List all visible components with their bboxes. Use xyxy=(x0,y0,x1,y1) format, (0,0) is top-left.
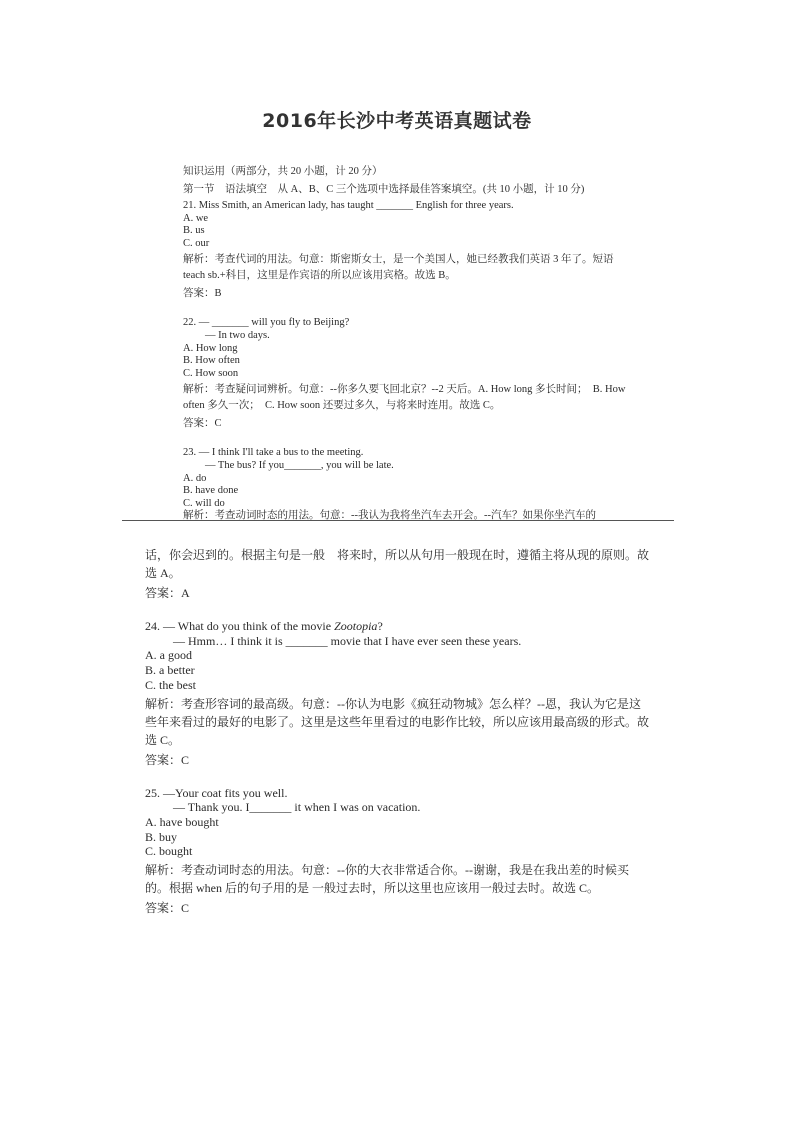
page-bottom-section xyxy=(145,544,650,919)
question-25 xyxy=(145,786,650,918)
question-analysis: 解析：考查形容词的最高级。句意：--你认为电影《疯狂动物城》怎么样？--恩，我认为它是这些年来看过的最好的电影了。这里是这些年里看过的电影作比较，所以应该用最高级的形式。故选 C。 xyxy=(145,696,650,747)
section-instructions: 第一节 语法填空 从 A、B、C 三个选项中选择最佳答案填空。(共 10 小题，计 10 分) xyxy=(183,184,585,195)
question-response: — The bus? If you_______, you will be late. xyxy=(205,459,394,471)
option-a: A. do xyxy=(183,472,207,484)
stem-suffix: ? xyxy=(377,619,383,633)
question-response: — Thank you. I_______ it when I was on vacation. xyxy=(173,800,421,815)
option-c: C. bought xyxy=(145,844,193,859)
question-answer: 答案：B xyxy=(183,288,222,300)
question-stem xyxy=(145,619,650,634)
question-stem: 25. —Your coat fits you well. xyxy=(145,785,288,800)
option-a: A. have bought xyxy=(145,814,219,829)
question-stem: 22. — _______ will you fly to Beijing? xyxy=(183,317,350,329)
page-divider xyxy=(122,520,674,521)
option-c: C. the best xyxy=(145,677,196,692)
option-b: B. have done xyxy=(183,485,239,497)
question-response: — Hmm… I think it is _______ movie that I have ever seen these years. xyxy=(173,633,522,648)
option-b: B. a better xyxy=(145,663,195,678)
question-answer: 答案：C xyxy=(145,901,190,916)
question-answer: 答案：C xyxy=(145,752,190,767)
question-analysis: 解析：考查疑问词辨析。句意：--你多久要飞回北京？--2 天后。A. How long 多长时间； B. How often 多久一次； C. How soon 还要过多久，与将来时连用。故选 C。 xyxy=(183,384,626,412)
option-a: A. How long xyxy=(183,342,238,354)
question-answer: 答案：A xyxy=(145,586,190,600)
question-response: — In two days. xyxy=(205,329,270,341)
section-heading: 知识运用（两部分，共 20 小题，计 20 分） xyxy=(183,166,383,177)
option-c: C. will do xyxy=(183,497,225,509)
option-b: B. How often xyxy=(183,355,240,367)
question-24 xyxy=(145,619,650,769)
question-answer: 答案：C xyxy=(183,418,222,430)
option-a: A. a good xyxy=(145,648,192,663)
option-a: A. we xyxy=(183,212,209,224)
option-b: B. buy xyxy=(145,829,178,844)
question-analysis-part1: 解析：考查动词时态的用法。句意：--我认为我将坐汽车去开会。--汽车？如果你坐汽车的 xyxy=(183,510,596,522)
question-analysis: 解析：考查代词的用法。句意：斯密斯女士，是一个美国人，她已经教我们英语 3 年了。短语 teach sb.+科目，这里是作宾语的所以应该用宾格。故选 B。 xyxy=(183,254,614,282)
question-21 xyxy=(183,200,633,302)
option-b: B. us xyxy=(183,225,205,237)
stem-prefix: 24. — What do you think of the movie xyxy=(145,619,335,633)
option-c: C. our xyxy=(183,237,210,249)
question-analysis-part2: 话，你会迟到的。根据主句是一般 将来时，所以从句用一般现在时，遵循主将从现的原则。故选 A。 xyxy=(145,548,650,580)
question-23 xyxy=(183,447,633,523)
question-22 xyxy=(183,317,633,432)
movie-title: Zootopia xyxy=(334,619,378,633)
option-c: C. How soon xyxy=(183,367,239,379)
document-title: 2016年长沙中考英语真题试卷 xyxy=(262,110,532,132)
question-23-continued xyxy=(145,546,650,602)
question-stem: 21. Miss Smith, an American lady, has taught _______ English for three years. xyxy=(183,200,514,211)
question-analysis: 解析：考查动词时态的用法。句意：--你的大衣非常适合你。--谢谢，我是在我出差的时候买的。根据 when 后的句子用的是 一般过去时，所以这里也应该用一般过去时。故选 C。 xyxy=(145,863,629,896)
question-stem: 23. — I think I'll take a bus to the meeting. xyxy=(183,447,364,459)
page-top-section xyxy=(183,162,633,523)
